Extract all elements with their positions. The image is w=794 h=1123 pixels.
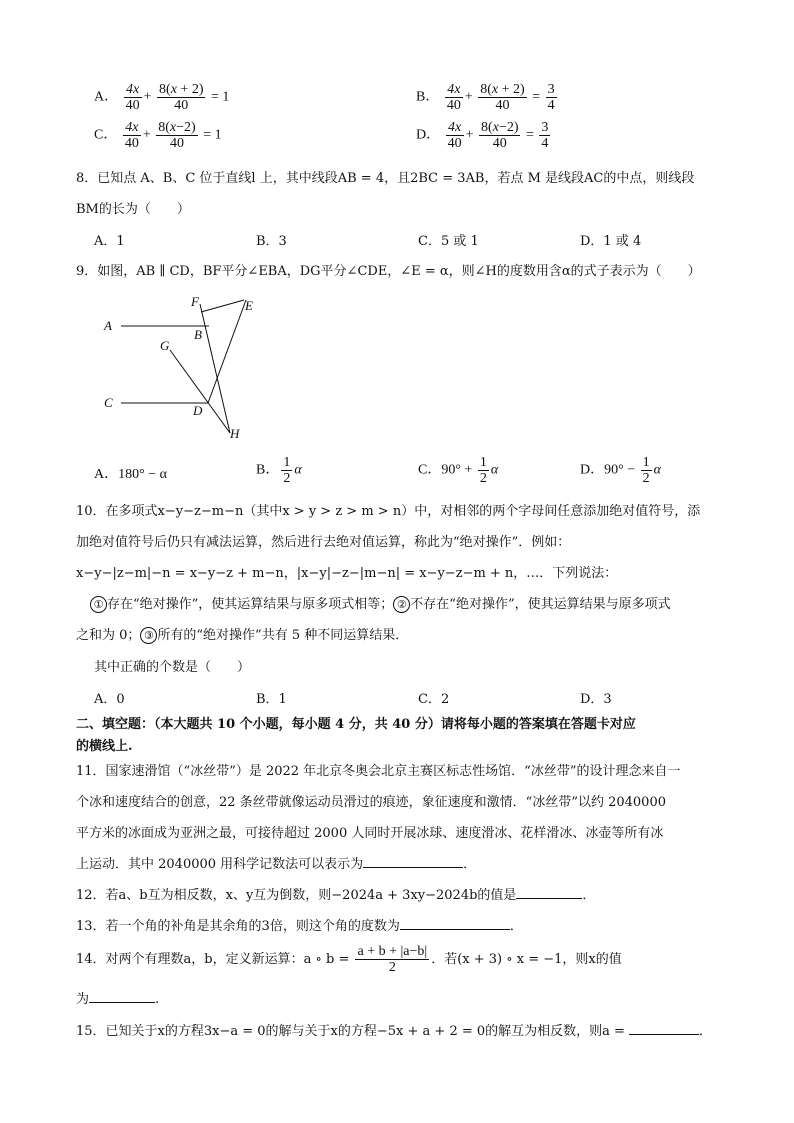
answer-blank[interactable] [363,855,463,868]
q14-line2 [76,988,159,1007]
q12-text: 12．若a、b互为相反数，x、y互为倒数，则−2024a + 3xy−2024b的值是 [76,888,517,903]
statement-2-end: 之和为 0； [76,628,141,643]
q8-option-a: A．1 [94,234,125,249]
q15 [76,1020,712,1039]
fraction: $\frac{3}{4}$ [541,120,549,151]
point-label-d: D [193,403,203,418]
q9-stem: 9．如图，AB ∥ CD，BF平分∠EBA，DG平分∠CDE，∠E = α，则∠H的度数用含α的式子表示为（ ） [76,264,701,279]
q9-option-d: D．90° − $\frac{1}{2}$ α [580,455,661,486]
option-label: D． [416,127,441,143]
line-de [208,300,246,403]
option-label: A． [94,89,119,105]
point-label-c: C [104,395,113,410]
fraction: $\frac{1}{2}$ [642,455,650,486]
q8-option-c: C．5 或 1 [418,234,479,249]
answer-blank[interactable] [516,886,582,899]
fraction: $\frac{8(x-2)}{40}$ [481,120,519,151]
q9-option-c: C．90° + $\frac{1}{2}$ α [418,455,499,486]
period: ． [582,888,596,903]
q13-text: 13．若一个角的补角是其余角的3倍，则这个角的度数为 [76,919,400,934]
q11-line3: 平方米的冰面成为亚洲之最，可接待超过 2000 人同时开展冰球、速度滑冰、花样滑冰、冰壶等所有冰 [76,826,664,841]
line-be [201,300,244,312]
q7-option-c: C． $\frac{4x}{40}$ + $\frac{8(x-2)}{40}$ = 1 [94,120,222,151]
statement-2: 不存在“绝对操作”，使其运算结果与原多项式 [410,597,671,612]
q8-stem-line1: 8．已知点 A、B、C 位于直线l 上，其中线段AB = 4，且2BC = 3AB，若点 M 是线段AC的中点，则线段 [76,171,695,186]
equation-rhs: = [525,127,538,143]
q15-text: 15．已知关于x的方程3x−a = 0的解与关于x的方程−5x + a + 2 = 0的解互为相反数，则a = [76,1024,630,1039]
fraction: $\frac{4x}{40}$ [124,120,139,151]
circled-number-3: ③ [140,627,157,644]
fraction: $\frac{8(x + 2)}{40}$ [480,82,525,113]
point-label-e: E [245,298,253,313]
answer-blank[interactable] [400,917,510,930]
q10-statement-line1 [90,593,671,613]
q10-statement-line2 [76,624,408,644]
q9-geometry-figure [96,290,266,450]
section2-heading-line1: 二、填空题：（本大题共 10 个小题，每小题 4 分，共 40 分）请将每小题的答案填在答题卡对应 [76,717,636,732]
q8-stem-line2: BM的长为（ ） [76,202,190,217]
q10-question: 其中正确的个数是（ ） [94,660,251,675]
option-label: B． [416,89,440,105]
fraction-denominator: 2 [388,960,396,975]
q10-stem-line2: 加绝对值符号后仍只有减法运算，然后进行去绝对值运算，称此为“绝对操作”．例如： [76,535,571,550]
q11-line2: 个冰和速度结合的创意，22 条丝带就像运动员滑过的痕迹，象征速度和激情．“冰丝带”以约 2040000 [76,795,666,810]
option-label: B． [256,462,280,478]
q10-option-a: A．0 [94,692,125,707]
fraction: $\frac{4x}{40}$ [446,82,461,113]
q10-example-line: x−y−|z−m|−n = x−y−z + m−n，|x−y|−z−|m−n| = x−y−z−m + n，…．下列说法： [76,566,618,581]
point-label-g: G [160,338,170,353]
fraction: $\frac{1}{2}$ [479,455,487,486]
circled-number-1: ① [90,596,107,613]
q14-text-a: 14．对两个有理数a，b，定义新运算：a ∘ b = [76,952,354,967]
circled-number-2: ② [393,596,410,613]
line-gh [170,350,230,433]
equation-rhs: = [532,89,544,105]
q14-text-b: ．若(x + 3) ∘ x = −1，则x的值 [431,952,622,967]
q7-option-b: B． $\frac{4x}{40}$ + $\frac{8(x + 2)}{40}$ = $\frac{3}{4}$ [416,82,555,113]
q10-option-d: D．3 [580,692,612,707]
answer-blank[interactable] [629,1022,699,1035]
point-label-h: H [230,426,240,441]
q7-option-d: D． $\frac{4x}{40}$ + $\frac{8(x-2)}{40}$ = $\frac{3}{4}$ [416,120,549,151]
option-label: C． [94,127,118,143]
point-label-a: A [104,318,112,333]
q11-line1: 11．国家速滑馆（“冰丝带”）是 2022 年北京冬奥会北京主赛区标志性场馆．“冰丝带”的设计理念来自一 [76,764,681,779]
answer-blank[interactable] [89,990,155,1003]
fraction: $\frac{8(x-2)}{40}$ [158,120,196,151]
fraction: $\frac{8(x + 2)}{40}$ [159,82,204,113]
period: . [155,992,160,1007]
q12 [76,884,595,903]
line-fh [200,304,230,433]
fraction: $\frac{4x}{40}$ [447,120,462,151]
fraction: $\frac{4x}{40}$ [125,82,140,113]
option-label: D．90° − [580,462,639,478]
period: ． [509,919,523,934]
section2-heading-line2: 的横线上. [76,739,133,754]
q8-option-b: B．3 [256,234,287,249]
point-label-f: F [191,294,199,309]
point-label-b: B [194,327,202,342]
q13 [76,915,523,934]
fraction [355,944,429,975]
period: ． [699,1024,713,1039]
equation-rhs: = 1 [210,89,230,105]
q11-text: 上运动．其中 2040000 用科学记数法可以表示为 [76,857,364,872]
q10-stem-line1: 10．在多项式x−y−z−m−n（其中x > y > z > m > n）中，对相邻的两个字母间任意添加绝对值符号，添 [76,504,701,519]
equation-rhs: = 1 [203,127,222,143]
q9-option-a: A．180° − α [94,467,167,482]
q9-option-b: B． $\frac{1}{2}$ α [256,455,302,486]
statement-3: 所有的“绝对操作”共有 5 种不同运算结果． [157,628,409,643]
period: ． [463,857,477,872]
fraction-numerator: a + b + |a−b| [357,944,428,959]
q11-line4 [76,853,476,872]
fraction: $\frac{3}{4}$ [547,82,555,113]
q10-option-c: C．2 [418,692,450,707]
fraction: $\frac{1}{2}$ [283,455,291,486]
q10-option-b: B．1 [256,692,287,707]
option-label: C．90° + [418,462,476,478]
q7-option-a: A． $\frac{4x}{40}$ + $\frac{8(x + 2)}{40}$ = 1 [94,82,230,113]
q8-option-d: D．1 或 4 [580,234,642,249]
q14-line1 [76,944,622,975]
q14-text-c: 为 [76,992,90,1007]
statement-1: 存在“绝对操作”，使其运算结果与原多项式相等； [107,597,394,612]
